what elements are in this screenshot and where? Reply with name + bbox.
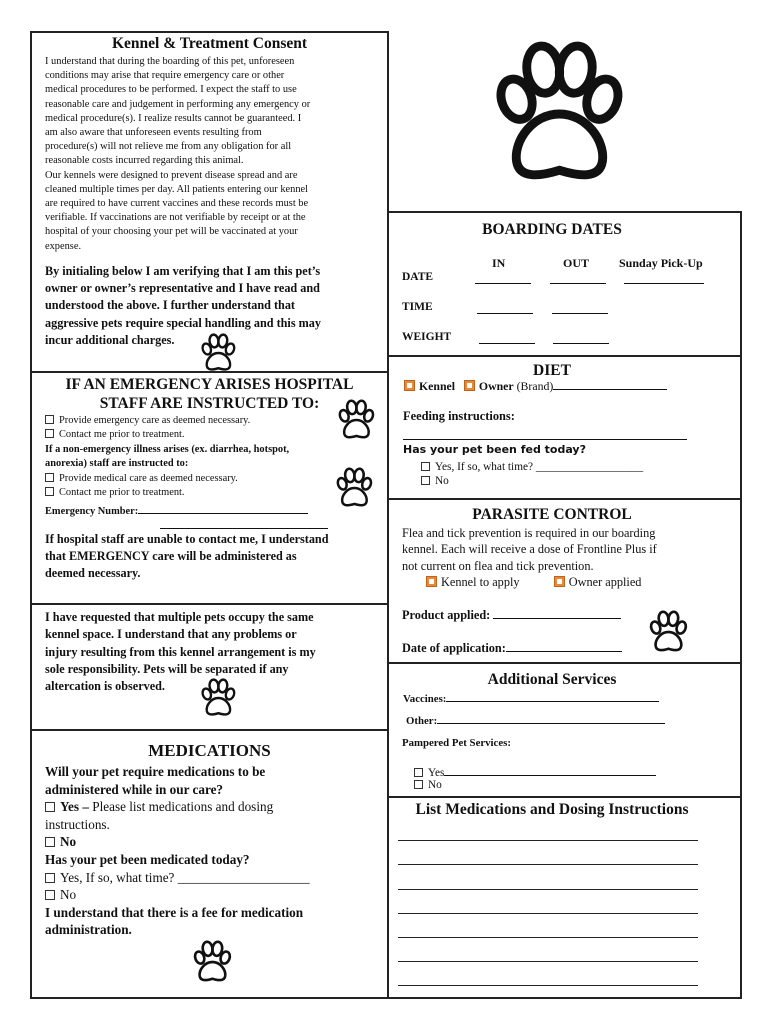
text-line: medical procedure(s). I realize results cannot be guaranteed. I	[45, 112, 302, 124]
checkbox[interactable]	[414, 768, 423, 777]
text-line: understood the above. I further understand that	[45, 298, 295, 313]
paw-print-icon	[646, 610, 690, 654]
checkbox[interactable]	[45, 429, 54, 438]
paw-print-icon	[198, 678, 238, 718]
text-line: incur additional charges.	[45, 332, 175, 347]
boarding-dates-title: BOARDING DATES	[482, 221, 622, 238]
pampered-yes-line[interactable]	[444, 764, 656, 776]
emergency-option-care[interactable]: Provide emergency care as deemed necessary.	[45, 414, 250, 428]
weight-out-field[interactable]	[553, 343, 609, 344]
vaccines-field[interactable]: Vaccines:	[403, 690, 659, 705]
medication-line[interactable]	[398, 913, 698, 914]
checkbox[interactable]	[45, 487, 54, 496]
product-applied-field[interactable]: Product applied:	[402, 607, 621, 623]
paw-print-icon	[198, 333, 238, 373]
brand-field[interactable]	[553, 378, 667, 390]
fed-today-yes[interactable]: Yes, If so, what time? ___________________	[421, 460, 643, 474]
additional-services-title: Additional Services	[487, 671, 617, 688]
unable-to-contact-notice	[45, 531, 385, 583]
text-line: Our kennels were designed to prevent disease spread and are	[45, 169, 298, 181]
other-field[interactable]: Other:	[406, 712, 665, 727]
emergency-title: IF AN EMERGENCY ARISES HOSPITAL STAFF ARE INSTRUCTED TO:	[65, 376, 354, 412]
paw-print-icon	[190, 940, 234, 984]
text-line: procedure(s) will not relieve me from any obligation for all	[45, 141, 292, 153]
non-emergency-instructions: If a non-emergency illness arises (ex. diarrhea, hotspot, anorexia) staff are instructed to:	[45, 444, 290, 470]
text-line: reasonable costs incurred regarding this animal.	[45, 155, 244, 167]
text-line: verifiable. If vaccinations are not verifiable by receipt or at the	[45, 212, 306, 224]
medication-line[interactable]	[398, 840, 698, 841]
time-out-field[interactable]	[552, 313, 608, 314]
medications-yes-option[interactable]: Yes – Please list medications and dosing	[45, 798, 385, 816]
diet-options	[404, 378, 667, 394]
checkbox[interactable]	[426, 576, 437, 587]
application-date-line[interactable]	[506, 640, 622, 652]
paw-print-logo-icon	[484, 40, 632, 188]
boarding-col-in: IN	[492, 256, 506, 270]
checkbox[interactable]	[464, 380, 475, 391]
text-line: kennel. Each will receive a dose of Frontline Plus if	[402, 542, 657, 557]
medicated-today-no[interactable]: No	[45, 886, 385, 904]
text-line: I understand that during the boarding of this pet, unforeseen	[45, 56, 295, 67]
pampered-yes[interactable]: Yes	[414, 764, 656, 780]
checkbox[interactable]	[404, 380, 415, 391]
medication-line[interactable]	[398, 864, 698, 865]
owner-applied-option[interactable]: Owner applied	[554, 575, 642, 589]
checkbox[interactable]	[554, 576, 565, 587]
pampered-pet-services-label: Pampered Pet Services:	[402, 737, 511, 749]
boarding-row-date: DATE	[402, 271, 434, 283]
time-in-field[interactable]	[477, 313, 533, 314]
feeding-instructions-label: Feeding instructions:	[403, 409, 515, 423]
checkbox[interactable]	[414, 780, 423, 789]
weight-in-field[interactable]	[479, 343, 535, 344]
emergency-number-line[interactable]	[138, 502, 308, 514]
emergency-number-line-2[interactable]	[160, 528, 328, 529]
parasite-control-text	[402, 525, 737, 574]
parasite-options	[426, 575, 641, 590]
boarding-row-weight: WEIGHT	[402, 331, 452, 343]
text-line: owner or owner’s representative and I have read and	[45, 281, 320, 296]
vaccines-line[interactable]	[446, 690, 659, 702]
checkbox[interactable]	[45, 837, 55, 847]
checkbox[interactable]	[45, 473, 54, 482]
text-line: sole responsibility. Pets will be separated if any	[45, 661, 289, 676]
text-line: medical procedures to be performed. I expect the staff to use	[45, 84, 297, 96]
product-line[interactable]	[493, 607, 621, 619]
text-line: aggressive pets require special handling and this may	[45, 315, 321, 330]
boarding-row-time: TIME	[402, 301, 433, 313]
text-line: hospital of your choosing your pet will be vaccinated at your	[45, 226, 298, 238]
date-in-field[interactable]	[475, 283, 531, 284]
list-medications-right-border	[740, 796, 742, 999]
emergency-number-field[interactable]: Emergency Number:	[45, 502, 308, 519]
text-line: deemed necessary.	[45, 566, 141, 581]
paw-print-icon	[335, 399, 377, 441]
checkbox[interactable]	[45, 802, 55, 812]
feeding-instructions-field[interactable]	[403, 439, 687, 440]
medications-no-option[interactable]: No	[45, 833, 385, 851]
emergency-option-contact[interactable]: Contact me prior to treatment.	[45, 428, 185, 442]
non-emergency-option-contact[interactable]: Contact me prior to treatment.	[45, 486, 185, 500]
text-line: are required to have current vaccines and these records must be	[45, 198, 309, 210]
other-line[interactable]	[437, 712, 665, 724]
text-line: cleaned multiple times per day. All patients entering our kennel	[45, 183, 309, 195]
text-line: not current on flea and tick prevention.	[402, 558, 594, 573]
paw-print-icon	[333, 467, 375, 509]
text-line: conditions may arise that require emergency care or other	[45, 70, 285, 82]
text-line: expense.	[45, 240, 82, 252]
medications-questions: Will your pet require medications to be administered while in our care? Yes – Please list medications and dosing instructions. No Has your pet been medicated today? Yes, If so, what time? ____________________ No I understand that there is a fee for medication administration.	[45, 763, 385, 939]
text-line: If hospital staff are unable to contact me, I understand	[45, 532, 329, 546]
text-line: By initialing below I am verifying that I am this pet’s	[45, 264, 321, 278]
medication-line[interactable]	[398, 961, 698, 962]
checkbox[interactable]	[45, 890, 55, 900]
checkbox[interactable]	[421, 476, 430, 485]
parasite-control-title: PARASITE CONTROL	[472, 506, 632, 523]
text-line: that EMERGENCY care will be administered as	[45, 549, 297, 564]
medicated-today-yes[interactable]: Yes, If so, what time? ____________________	[45, 869, 385, 887]
text-line: altercation is observed.	[45, 679, 165, 694]
list-medications-bottom-border	[387, 997, 742, 999]
medication-line[interactable]	[398, 937, 698, 938]
diet-owner-option[interactable]: Owner (Brand)	[464, 379, 667, 393]
checkbox[interactable]	[45, 415, 54, 424]
checkbox[interactable]	[421, 462, 430, 471]
fed-today-no[interactable]: No	[421, 474, 449, 488]
list-medications-title: List Medications and Dosing Instructions	[415, 801, 689, 818]
date-of-application-field[interactable]: Date of application:	[402, 640, 622, 656]
medications-title: MEDICATIONS	[148, 741, 271, 760]
kennel-consent-title: Kennel & Treatment Consent	[111, 35, 308, 52]
pampered-no[interactable]: No	[414, 778, 442, 792]
checkbox[interactable]	[45, 873, 55, 883]
diet-title: DIET	[533, 362, 571, 379]
boarding-col-sunday: Sunday Pick-Up	[619, 256, 703, 270]
kennel-consent-body	[45, 55, 385, 254]
text-line: Flea and tick prevention is required in our boarding	[402, 526, 656, 540]
text-line: kennel space. I understand that any problems or	[45, 627, 297, 642]
text-line: am also aware that unforeseen events resulting from	[45, 127, 262, 139]
text-line: reasonable care and judgement in performing any emergency or	[45, 98, 311, 110]
text-line: injury resulting from this kennel arrangement is my	[45, 644, 316, 659]
fed-today-question: Has your pet been fed today?	[403, 443, 586, 456]
non-emergency-option-care[interactable]: Provide medical care as deemed necessary.	[45, 472, 238, 486]
boarding-col-out: OUT	[563, 256, 590, 270]
medication-line[interactable]	[398, 985, 698, 986]
kennel-to-apply-option[interactable]: Kennel to apply	[426, 575, 520, 589]
diet-kennel-option[interactable]: Kennel	[404, 379, 455, 393]
text-line: I have requested that multiple pets occupy the same	[45, 610, 314, 624]
date-out-field[interactable]	[550, 283, 606, 284]
medication-line[interactable]	[398, 889, 698, 890]
date-sunday-field[interactable]	[624, 283, 704, 284]
